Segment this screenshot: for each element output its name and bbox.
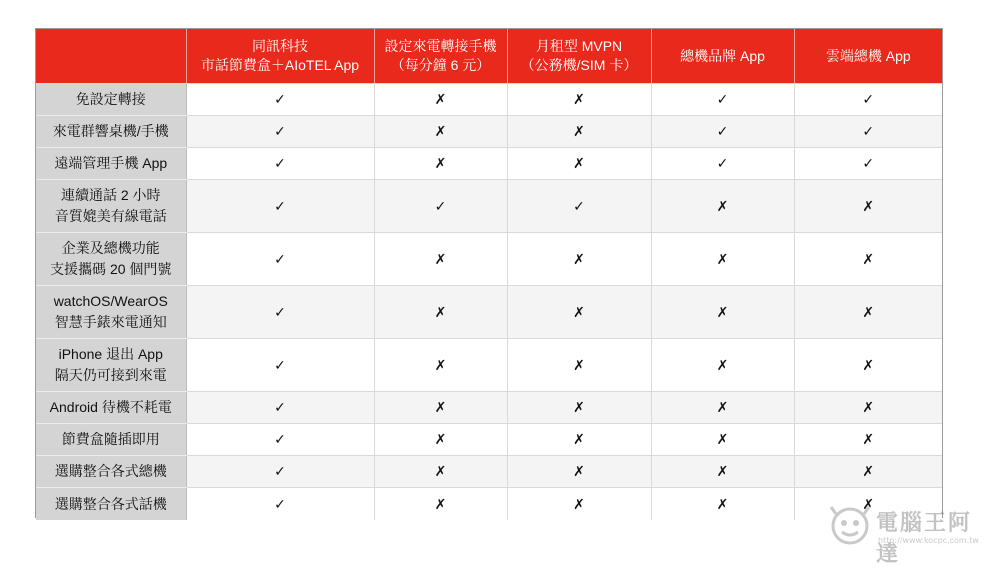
cross-mark-icon: ✗: [573, 463, 585, 479]
table-cell: [651, 339, 794, 392]
table-cell: [374, 456, 507, 488]
check-mark-icon: ✓: [274, 463, 286, 479]
table-cell: [794, 456, 942, 488]
table-cell: [186, 339, 374, 392]
table-row: [36, 392, 942, 424]
row-label: [36, 456, 186, 488]
table-cell: [651, 456, 794, 488]
table-cell: [794, 392, 942, 424]
table-cell: [794, 180, 942, 233]
cross-mark-icon: ✗: [573, 250, 585, 267]
comparison-table: [36, 29, 942, 520]
check-mark-icon: ✓: [862, 91, 875, 107]
column-header-line: （每分鐘 6 元）: [390, 57, 491, 73]
cross-mark-icon: ✗: [862, 495, 875, 512]
table-cell: [794, 339, 942, 392]
table-row: [36, 148, 942, 180]
column-header-2: [374, 29, 507, 84]
row-label-line: 智慧手錶來電通知: [54, 314, 167, 330]
column-header-3: [507, 29, 651, 84]
row-label: [36, 116, 186, 148]
row-label-line: 節費盒隨插即用: [61, 431, 160, 447]
table-cell: [374, 286, 507, 339]
row-label-line: 企業及總機功能: [61, 240, 160, 256]
cross-mark-icon: ✗: [573, 356, 585, 373]
row-label: [36, 286, 186, 339]
cross-mark-icon: ✗: [434, 250, 447, 267]
table-cell: [507, 233, 651, 286]
table-cell: [507, 286, 651, 339]
column-header-line: 總機品牌 App: [680, 47, 765, 64]
table-cell: [186, 424, 374, 456]
table-cell: [374, 488, 507, 521]
cross-mark-icon: ✗: [573, 431, 585, 447]
cross-mark-icon: ✗: [862, 250, 875, 267]
table-cell: [651, 424, 794, 456]
table-cell: [794, 233, 942, 286]
cross-mark-icon: ✗: [716, 197, 729, 214]
table-cell: [186, 392, 374, 424]
table-cell: [374, 148, 507, 180]
cross-mark-icon: ✗: [573, 91, 585, 107]
table-cell: [507, 339, 651, 392]
table-cell: [507, 116, 651, 148]
row-label-line: 選購整合各式話機: [54, 495, 167, 512]
cross-mark-icon: ✗: [434, 495, 447, 512]
cross-mark-icon: ✗: [716, 399, 729, 415]
table-row: [36, 424, 942, 456]
table-cell: [374, 339, 507, 392]
table-cell: [651, 148, 794, 180]
cross-mark-icon: ✗: [573, 495, 585, 512]
cross-mark-icon: ✗: [862, 463, 875, 479]
cross-mark-icon: ✗: [573, 123, 585, 139]
table-cell: [794, 286, 942, 339]
cross-mark-icon: ✗: [434, 303, 447, 320]
cross-mark-icon: ✗: [716, 495, 729, 512]
cross-mark-icon: ✗: [862, 303, 875, 320]
cross-mark-icon: ✗: [434, 123, 447, 139]
table-row: [36, 286, 942, 339]
cross-mark-icon: ✗: [716, 463, 729, 479]
row-label-line: 隔天仍可接到來電: [54, 367, 167, 383]
cross-mark-icon: ✗: [434, 463, 447, 479]
table-row: [36, 339, 942, 392]
table-cell: [794, 84, 942, 116]
table-cell: [186, 456, 374, 488]
cross-mark-icon: ✗: [862, 197, 875, 214]
table-cell: [507, 84, 651, 116]
table-row: [36, 116, 942, 148]
table-body: [36, 84, 942, 521]
table-cell: [507, 180, 651, 233]
cross-mark-icon: ✗: [716, 356, 729, 373]
cross-mark-icon: ✗: [573, 155, 585, 171]
row-label-line: 音質媲美有線電話: [54, 208, 167, 224]
table-row: [36, 488, 942, 521]
table-cell: [186, 84, 374, 116]
row-label: [36, 84, 186, 116]
row-label-line: 遠端管理手機 App: [54, 155, 168, 171]
check-mark-icon: ✓: [573, 197, 585, 214]
row-label-line: 支援攜碼 20 個門號: [50, 261, 172, 277]
cross-mark-icon: ✗: [434, 399, 447, 415]
table-cell: [374, 424, 507, 456]
table-cell: [651, 392, 794, 424]
header-corner-cell: [36, 29, 186, 84]
row-label-line: 來電群響桌機/手機: [52, 123, 169, 139]
table-cell: [186, 233, 374, 286]
check-mark-icon: ✓: [274, 431, 286, 447]
comparison-table-frame: [35, 28, 943, 518]
row-label-line: Android 待機不耗電: [49, 399, 172, 415]
check-mark-icon: ✓: [716, 123, 729, 139]
column-header-4: [651, 29, 794, 84]
table-cell: [374, 392, 507, 424]
table-row: [36, 84, 942, 116]
check-mark-icon: ✓: [716, 91, 729, 107]
row-label-line: watchOS/WearOS: [53, 293, 168, 309]
check-mark-icon: ✓: [274, 399, 286, 415]
table-cell: [374, 84, 507, 116]
table-cell: [374, 233, 507, 286]
table-cell: [651, 286, 794, 339]
cross-mark-icon: ✗: [434, 155, 447, 171]
column-header-5: [794, 29, 942, 84]
cross-mark-icon: ✗: [434, 431, 447, 447]
check-mark-icon: ✓: [274, 123, 286, 139]
cross-mark-icon: ✗: [862, 399, 875, 415]
table-cell: [186, 116, 374, 148]
table-cell: [186, 488, 374, 521]
cross-mark-icon: ✗: [716, 303, 729, 320]
table-cell: [651, 84, 794, 116]
cross-mark-icon: ✗: [434, 91, 447, 107]
table-cell: [186, 148, 374, 180]
check-mark-icon: ✓: [274, 356, 286, 373]
check-mark-icon: ✓: [274, 495, 286, 512]
row-label-line: 選購整合各式總機: [54, 463, 167, 479]
check-mark-icon: ✓: [274, 91, 286, 107]
table-cell: [794, 148, 942, 180]
column-header-1: [186, 29, 374, 84]
table-cell: [651, 233, 794, 286]
watermark-url: http://www.kocpc.com.tw: [878, 536, 979, 545]
row-label: [36, 180, 186, 233]
column-header-line: 雲端總機 App: [825, 47, 911, 64]
table-cell: [374, 180, 507, 233]
table-cell: [186, 180, 374, 233]
row-label: [36, 488, 186, 521]
check-mark-icon: ✓: [716, 155, 729, 171]
cross-mark-icon: ✗: [573, 399, 585, 415]
row-label-line: iPhone 退出 App: [58, 346, 163, 362]
check-mark-icon: ✓: [862, 155, 875, 171]
cross-mark-icon: ✗: [716, 431, 729, 447]
table-cell: [507, 456, 651, 488]
cross-mark-icon: ✗: [573, 303, 585, 320]
row-label: [36, 233, 186, 286]
table-cell: [507, 488, 651, 521]
cross-mark-icon: ✗: [862, 431, 875, 447]
table-row: [36, 233, 942, 286]
table-cell: [794, 424, 942, 456]
check-mark-icon: ✓: [274, 197, 286, 214]
column-header-line: （公務機/SIM 卡）: [520, 57, 638, 73]
check-mark-icon: ✓: [862, 123, 875, 139]
watermark-text: 電腦王阿達: [876, 511, 973, 567]
cross-mark-icon: ✗: [434, 356, 447, 373]
check-mark-icon: ✓: [274, 250, 286, 267]
header-row: [36, 29, 942, 84]
table-row: [36, 456, 942, 488]
table-cell: [651, 488, 794, 521]
check-mark-icon: ✓: [274, 303, 286, 320]
table-cell: [507, 424, 651, 456]
table-cell: [651, 116, 794, 148]
column-header-line: 月租型 MVPN: [535, 38, 623, 54]
row-label: [36, 148, 186, 180]
row-label: [36, 392, 186, 424]
cross-mark-icon: ✗: [862, 356, 875, 373]
row-label: [36, 339, 186, 392]
row-label-line: 連續通話 2 小時: [60, 187, 161, 203]
table-cell: [507, 148, 651, 180]
row-label: [36, 424, 186, 456]
table-cell: [794, 116, 942, 148]
column-header-line: 設定來電轉接手機: [384, 38, 497, 54]
table-cell: [374, 116, 507, 148]
table-row: [36, 180, 942, 233]
table-cell: [186, 286, 374, 339]
column-header-line: 同訊科技: [252, 38, 308, 54]
mascot-icon: [828, 504, 874, 548]
table-cell: [651, 180, 794, 233]
table-header: [36, 29, 942, 84]
row-label-line: 免設定轉接: [75, 91, 146, 107]
table-cell: [507, 392, 651, 424]
check-mark-icon: ✓: [434, 197, 447, 214]
watermark: [828, 504, 993, 567]
cross-mark-icon: ✗: [716, 250, 729, 267]
column-header-line: 市話節費盒＋AIoTEL App: [200, 57, 360, 73]
check-mark-icon: ✓: [274, 155, 286, 171]
